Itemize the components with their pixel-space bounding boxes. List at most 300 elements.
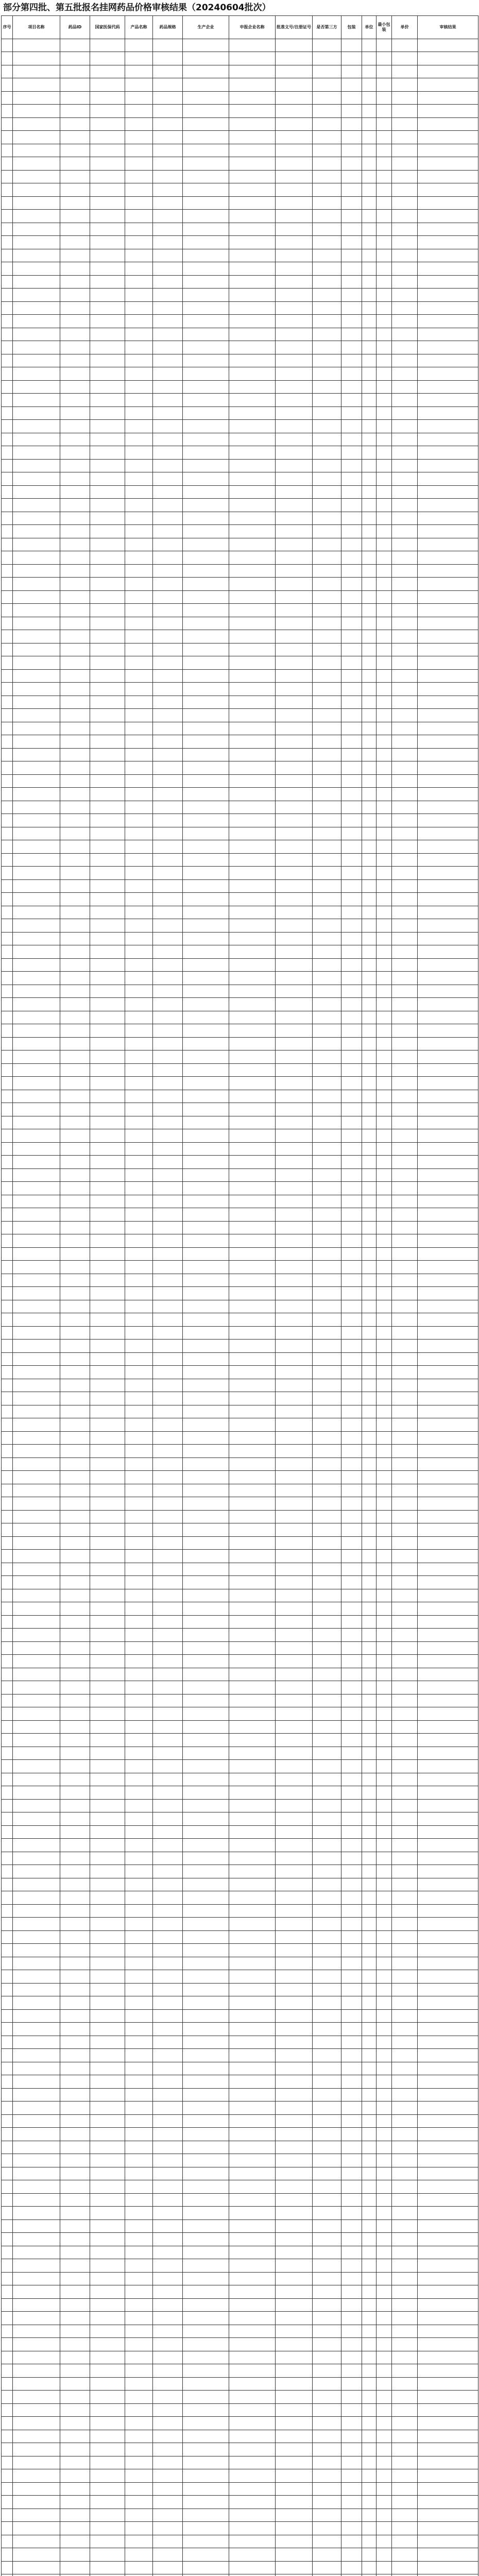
- table-cell: [153, 78, 183, 92]
- table-cell: [229, 1077, 276, 1090]
- table-row: [2, 2364, 478, 2378]
- table-cell: [313, 972, 341, 985]
- table-cell: [276, 643, 313, 656]
- table-cell: [60, 2574, 90, 2576]
- table-cell: [60, 394, 90, 407]
- table-cell: [2, 433, 13, 446]
- table-cell: [377, 1011, 392, 1024]
- table-cell: [276, 840, 313, 854]
- table-cell: [418, 814, 478, 827]
- table-cell: [377, 1642, 392, 1655]
- table-cell: [418, 1405, 478, 1418]
- table-cell: [13, 1905, 60, 1918]
- table-cell: [153, 761, 183, 775]
- table-cell: [183, 1905, 229, 1918]
- table-cell: [377, 827, 392, 840]
- table-cell: [183, 341, 229, 354]
- table-cell: [125, 696, 153, 709]
- table-cell: [60, 341, 90, 354]
- table-cell: [153, 643, 183, 656]
- table-cell: [60, 2456, 90, 2469]
- table-cell: [183, 1340, 229, 1353]
- table-cell: [90, 2167, 125, 2180]
- table-cell: [153, 328, 183, 341]
- table-cell: [276, 1878, 313, 1891]
- table-cell: [313, 1103, 341, 1116]
- table-cell: [362, 1773, 377, 1786]
- table-cell: [276, 183, 313, 197]
- table-row: [2, 262, 478, 276]
- table-cell: [125, 2194, 153, 2207]
- table-cell: [153, 157, 183, 171]
- table-cell: [392, 2391, 418, 2404]
- table-row: [2, 1918, 478, 1931]
- table-cell: [362, 1379, 377, 1392]
- table-cell: [13, 2194, 60, 2207]
- table-row: [2, 630, 478, 643]
- table-cell: [183, 1760, 229, 1773]
- table-cell: [229, 1445, 276, 1458]
- table-cell: [60, 1812, 90, 1826]
- table-cell: [183, 315, 229, 328]
- table-cell: [341, 2338, 362, 2351]
- table-cell: [377, 2522, 392, 2535]
- table-cell: [13, 1392, 60, 1405]
- table-cell: [90, 1537, 125, 1550]
- table-cell: [276, 328, 313, 341]
- table-cell: [2, 933, 13, 945]
- table-cell: [341, 775, 362, 788]
- table-cell: [418, 2075, 478, 2089]
- table-cell: [313, 893, 341, 906]
- table-cell: [418, 2049, 478, 2062]
- table-cell: [153, 2548, 183, 2562]
- table-cell: [13, 1379, 60, 1392]
- table-cell: [392, 65, 418, 78]
- table-row: [2, 2194, 478, 2207]
- table-cell: [229, 1208, 276, 1222]
- table-cell: [60, 2417, 90, 2430]
- table-cell: [276, 2089, 313, 2102]
- table-cell: [229, 2312, 276, 2325]
- table-row: [2, 2233, 478, 2246]
- table-cell: [90, 2089, 125, 2102]
- table-cell: [153, 499, 183, 512]
- table-cell: [341, 1681, 362, 1694]
- table-cell: [276, 2194, 313, 2207]
- table-cell: [183, 1984, 229, 1996]
- table-cell: [392, 2548, 418, 2562]
- table-row: [2, 157, 478, 171]
- table-cell: [153, 2089, 183, 2102]
- table-cell: [125, 407, 153, 420]
- table-cell: [392, 617, 418, 630]
- table-cell: [418, 2378, 478, 2391]
- table-cell: [418, 1248, 478, 1261]
- table-row: [2, 78, 478, 92]
- table-cell: [125, 2023, 153, 2036]
- table-cell: [276, 157, 313, 171]
- table-cell: [313, 381, 341, 394]
- table-cell: [2, 775, 13, 788]
- table-cell: [90, 183, 125, 197]
- table-cell: [125, 2325, 153, 2338]
- table-cell: [60, 578, 90, 591]
- table-cell: [377, 210, 392, 223]
- table-row: [2, 1169, 478, 1182]
- table-cell: [229, 39, 276, 52]
- table-cell: [362, 1747, 377, 1760]
- table-cell: [183, 538, 229, 551]
- table-cell: [60, 1182, 90, 1195]
- table-cell: [377, 1313, 392, 1327]
- table-cell: [418, 499, 478, 512]
- table-cell: [60, 2443, 90, 2456]
- table-cell: [2, 92, 13, 105]
- table-cell: [377, 2574, 392, 2576]
- table-cell: [341, 1721, 362, 1734]
- table-cell: [276, 1655, 313, 1668]
- table-cell: [362, 788, 377, 801]
- table-cell: [125, 2285, 153, 2299]
- table-row: [2, 2430, 478, 2443]
- table-cell: [90, 2509, 125, 2522]
- table-cell: [125, 2180, 153, 2194]
- table-cell: [313, 1786, 341, 1800]
- table-cell: [60, 656, 90, 670]
- table-cell: [276, 1353, 313, 1366]
- table-cell: [341, 1077, 362, 1090]
- table-cell: [276, 775, 313, 788]
- table-cell: [392, 551, 418, 565]
- table-row: [2, 2049, 478, 2062]
- table-cell: [229, 1169, 276, 1182]
- table-cell: [341, 1169, 362, 1182]
- table-cell: [13, 512, 60, 525]
- table-cell: [2, 2167, 13, 2180]
- table-cell: [125, 525, 153, 538]
- table-cell: [183, 551, 229, 565]
- table-cell: [183, 972, 229, 985]
- table-row: [2, 2180, 478, 2194]
- table-cell: [183, 2522, 229, 2535]
- table-cell: [418, 1786, 478, 1800]
- table-cell: [2, 1090, 13, 1103]
- table-row: [2, 1970, 478, 1984]
- table-cell: [90, 131, 125, 144]
- table-cell: [183, 591, 229, 604]
- table-cell: [392, 761, 418, 775]
- table-cell: [153, 2167, 183, 2180]
- table-cell: [153, 1274, 183, 1287]
- table-cell: [153, 2023, 183, 2036]
- table-cell: [153, 1248, 183, 1261]
- table-cell: [90, 1287, 125, 1300]
- table-cell: [125, 1261, 153, 1274]
- table-cell: [183, 512, 229, 525]
- table-row: [2, 302, 478, 315]
- table-cell: [229, 1327, 276, 1340]
- table-cell: [229, 2351, 276, 2364]
- table-cell: [2, 814, 13, 827]
- table-cell: [418, 2062, 478, 2075]
- table-cell: [362, 171, 377, 183]
- table-cell: [153, 959, 183, 972]
- table-cell: [60, 2391, 90, 2404]
- table-cell: [125, 1957, 153, 1970]
- table-row: [2, 1773, 478, 1786]
- table-cell: [2, 1313, 13, 1327]
- table-cell: [418, 1576, 478, 1589]
- table-cell: [183, 2075, 229, 2089]
- table-cell: [13, 1839, 60, 1852]
- table-cell: [13, 749, 60, 761]
- table-cell: [90, 840, 125, 854]
- table-cell: [125, 722, 153, 735]
- table-cell: [392, 1668, 418, 1681]
- table-cell: [341, 840, 362, 854]
- table-cell: [392, 2010, 418, 2023]
- table-cell: [90, 2443, 125, 2456]
- table-cell: [362, 1996, 377, 2010]
- table-cell: [183, 1182, 229, 1195]
- table-cell: [153, 2036, 183, 2049]
- table-cell: [229, 867, 276, 880]
- table-cell: [153, 1038, 183, 1050]
- table-cell: [153, 2207, 183, 2220]
- table-cell: [13, 656, 60, 670]
- table-cell: [341, 2010, 362, 2023]
- table-cell: [418, 2351, 478, 2364]
- table-cell: [418, 512, 478, 525]
- table-cell: [392, 2378, 418, 2391]
- table-cell: [229, 1156, 276, 1169]
- table-cell: [183, 2312, 229, 2325]
- table-cell: [392, 683, 418, 696]
- table-cell: [341, 210, 362, 223]
- table-cell: [90, 2483, 125, 2496]
- table-cell: [362, 814, 377, 827]
- table-cell: [13, 617, 60, 630]
- table-cell: [13, 1366, 60, 1379]
- table-cell: [153, 2259, 183, 2273]
- table-cell: [276, 236, 313, 249]
- table-cell: [90, 446, 125, 460]
- table-cell: [125, 761, 153, 775]
- table-cell: [229, 1681, 276, 1694]
- table-cell: [90, 2233, 125, 2246]
- table-cell: [377, 735, 392, 749]
- table-cell: [125, 538, 153, 551]
- table-cell: [392, 289, 418, 302]
- table-cell: [418, 1497, 478, 1511]
- table-cell: [377, 1721, 392, 1734]
- table-cell: [60, 1497, 90, 1511]
- table-cell: [2, 2062, 13, 2075]
- table-cell: [313, 367, 341, 381]
- table-cell: [229, 2246, 276, 2259]
- table-cell: [276, 2338, 313, 2351]
- table-cell: [341, 1497, 362, 1511]
- table-cell: [418, 486, 478, 499]
- table-cell: [229, 1957, 276, 1970]
- table-cell: [276, 1011, 313, 1024]
- table-cell: [2, 2522, 13, 2535]
- table-cell: [276, 2207, 313, 2220]
- table-cell: [313, 499, 341, 512]
- table-cell: [276, 1642, 313, 1655]
- table-cell: [153, 1327, 183, 1340]
- table-cell: [183, 670, 229, 683]
- table-cell: [418, 1511, 478, 1523]
- table-cell: [90, 1891, 125, 1905]
- table-cell: [13, 1812, 60, 1826]
- table-cell: [341, 2233, 362, 2246]
- table-cell: [313, 1550, 341, 1563]
- table-cell: [392, 315, 418, 328]
- table-cell: [362, 1812, 377, 1826]
- table-cell: [183, 1418, 229, 1432]
- table-cell: [362, 880, 377, 893]
- table-cell: [90, 1418, 125, 1432]
- table-cell: [153, 775, 183, 788]
- table-cell: [418, 854, 478, 867]
- table-cell: [276, 1182, 313, 1195]
- table-cell: [362, 985, 377, 998]
- table-cell: [90, 1996, 125, 2010]
- table-cell: [183, 1090, 229, 1103]
- table-cell: [125, 1616, 153, 1629]
- table-cell: [60, 551, 90, 565]
- table-cell: [341, 1050, 362, 1064]
- table-row: [2, 328, 478, 341]
- table-cell: [276, 761, 313, 775]
- table-cell: [125, 2010, 153, 2023]
- table-cell: [392, 880, 418, 893]
- table-cell: [276, 1970, 313, 1984]
- table-cell: [377, 1445, 392, 1458]
- table-cell: [90, 276, 125, 289]
- table-cell: [313, 2233, 341, 2246]
- table-cell: [2, 1523, 13, 1537]
- table-row: [2, 2378, 478, 2391]
- table-cell: [362, 683, 377, 696]
- table-cell: [392, 118, 418, 131]
- table-cell: [2, 144, 13, 157]
- table-cell: [153, 289, 183, 302]
- table-cell: [90, 2338, 125, 2351]
- table-cell: [418, 1327, 478, 1340]
- table-cell: [418, 525, 478, 538]
- table-cell: [60, 1353, 90, 1366]
- table-cell: [341, 1786, 362, 1800]
- table-cell: [90, 1800, 125, 1812]
- table-cell: [392, 2430, 418, 2443]
- table-cell: [153, 749, 183, 761]
- table-cell: [377, 302, 392, 315]
- table-cell: [125, 893, 153, 906]
- table-cell: [377, 1616, 392, 1629]
- table-cell: [229, 591, 276, 604]
- table-cell: [13, 1786, 60, 1800]
- table-cell: [13, 933, 60, 945]
- table-cell: [13, 1865, 60, 1878]
- table-cell: [392, 2483, 418, 2496]
- table-cell: [153, 171, 183, 183]
- table-cell: [276, 1760, 313, 1773]
- table-cell: [153, 52, 183, 65]
- table-cell: [313, 1852, 341, 1865]
- table-cell: [377, 565, 392, 578]
- table-cell: [153, 118, 183, 131]
- table-cell: [125, 131, 153, 144]
- table-row: [2, 1826, 478, 1839]
- table-cell: [313, 1865, 341, 1878]
- table-cell: [2, 1878, 13, 1891]
- table-cell: [229, 2023, 276, 2036]
- table-cell: [418, 1984, 478, 1996]
- table-cell: [362, 617, 377, 630]
- table-cell: [418, 2404, 478, 2417]
- table-cell: [153, 1891, 183, 1905]
- table-cell: [392, 2194, 418, 2207]
- table-cell: [362, 656, 377, 670]
- table-cell: [13, 1143, 60, 1156]
- table-cell: [229, 2010, 276, 2023]
- table-cell: [183, 1812, 229, 1826]
- table-cell: [341, 1918, 362, 1931]
- table-cell: [183, 1327, 229, 1340]
- table-cell: [276, 880, 313, 893]
- table-cell: [229, 814, 276, 827]
- table-cell: [2, 354, 13, 367]
- table-cell: [153, 1852, 183, 1865]
- table-cell: [229, 1313, 276, 1327]
- table-cell: [341, 1090, 362, 1103]
- table-cell: [125, 1497, 153, 1511]
- table-cell: [276, 1668, 313, 1681]
- table-cell: [13, 525, 60, 538]
- table-cell: [2, 1865, 13, 1878]
- table-cell: [313, 1668, 341, 1681]
- table-cell: [90, 2469, 125, 2483]
- table-cell: [153, 1537, 183, 1550]
- table-cell: [13, 2141, 60, 2154]
- table-cell: [153, 1090, 183, 1103]
- table-cell: [418, 867, 478, 880]
- table-cell: [60, 2049, 90, 2062]
- table-cell: [362, 367, 377, 381]
- table-cell: [183, 1563, 229, 1576]
- table-cell: [90, 1497, 125, 1511]
- table-cell: [2, 1839, 13, 1852]
- table-cell: [341, 2141, 362, 2154]
- table-cell: [229, 945, 276, 959]
- table-cell: [153, 1511, 183, 1523]
- table-cell: [276, 1445, 313, 1458]
- table-cell: [90, 761, 125, 775]
- table-cell: [153, 1024, 183, 1038]
- table-cell: [2, 1248, 13, 1261]
- table-cell: [153, 827, 183, 840]
- table-cell: [341, 2049, 362, 2062]
- table-cell: [276, 2220, 313, 2233]
- table-cell: [362, 1602, 377, 1616]
- table-cell: [125, 92, 153, 105]
- table-cell: [362, 2207, 377, 2220]
- table-cell: [377, 2180, 392, 2194]
- table-cell: [313, 78, 341, 92]
